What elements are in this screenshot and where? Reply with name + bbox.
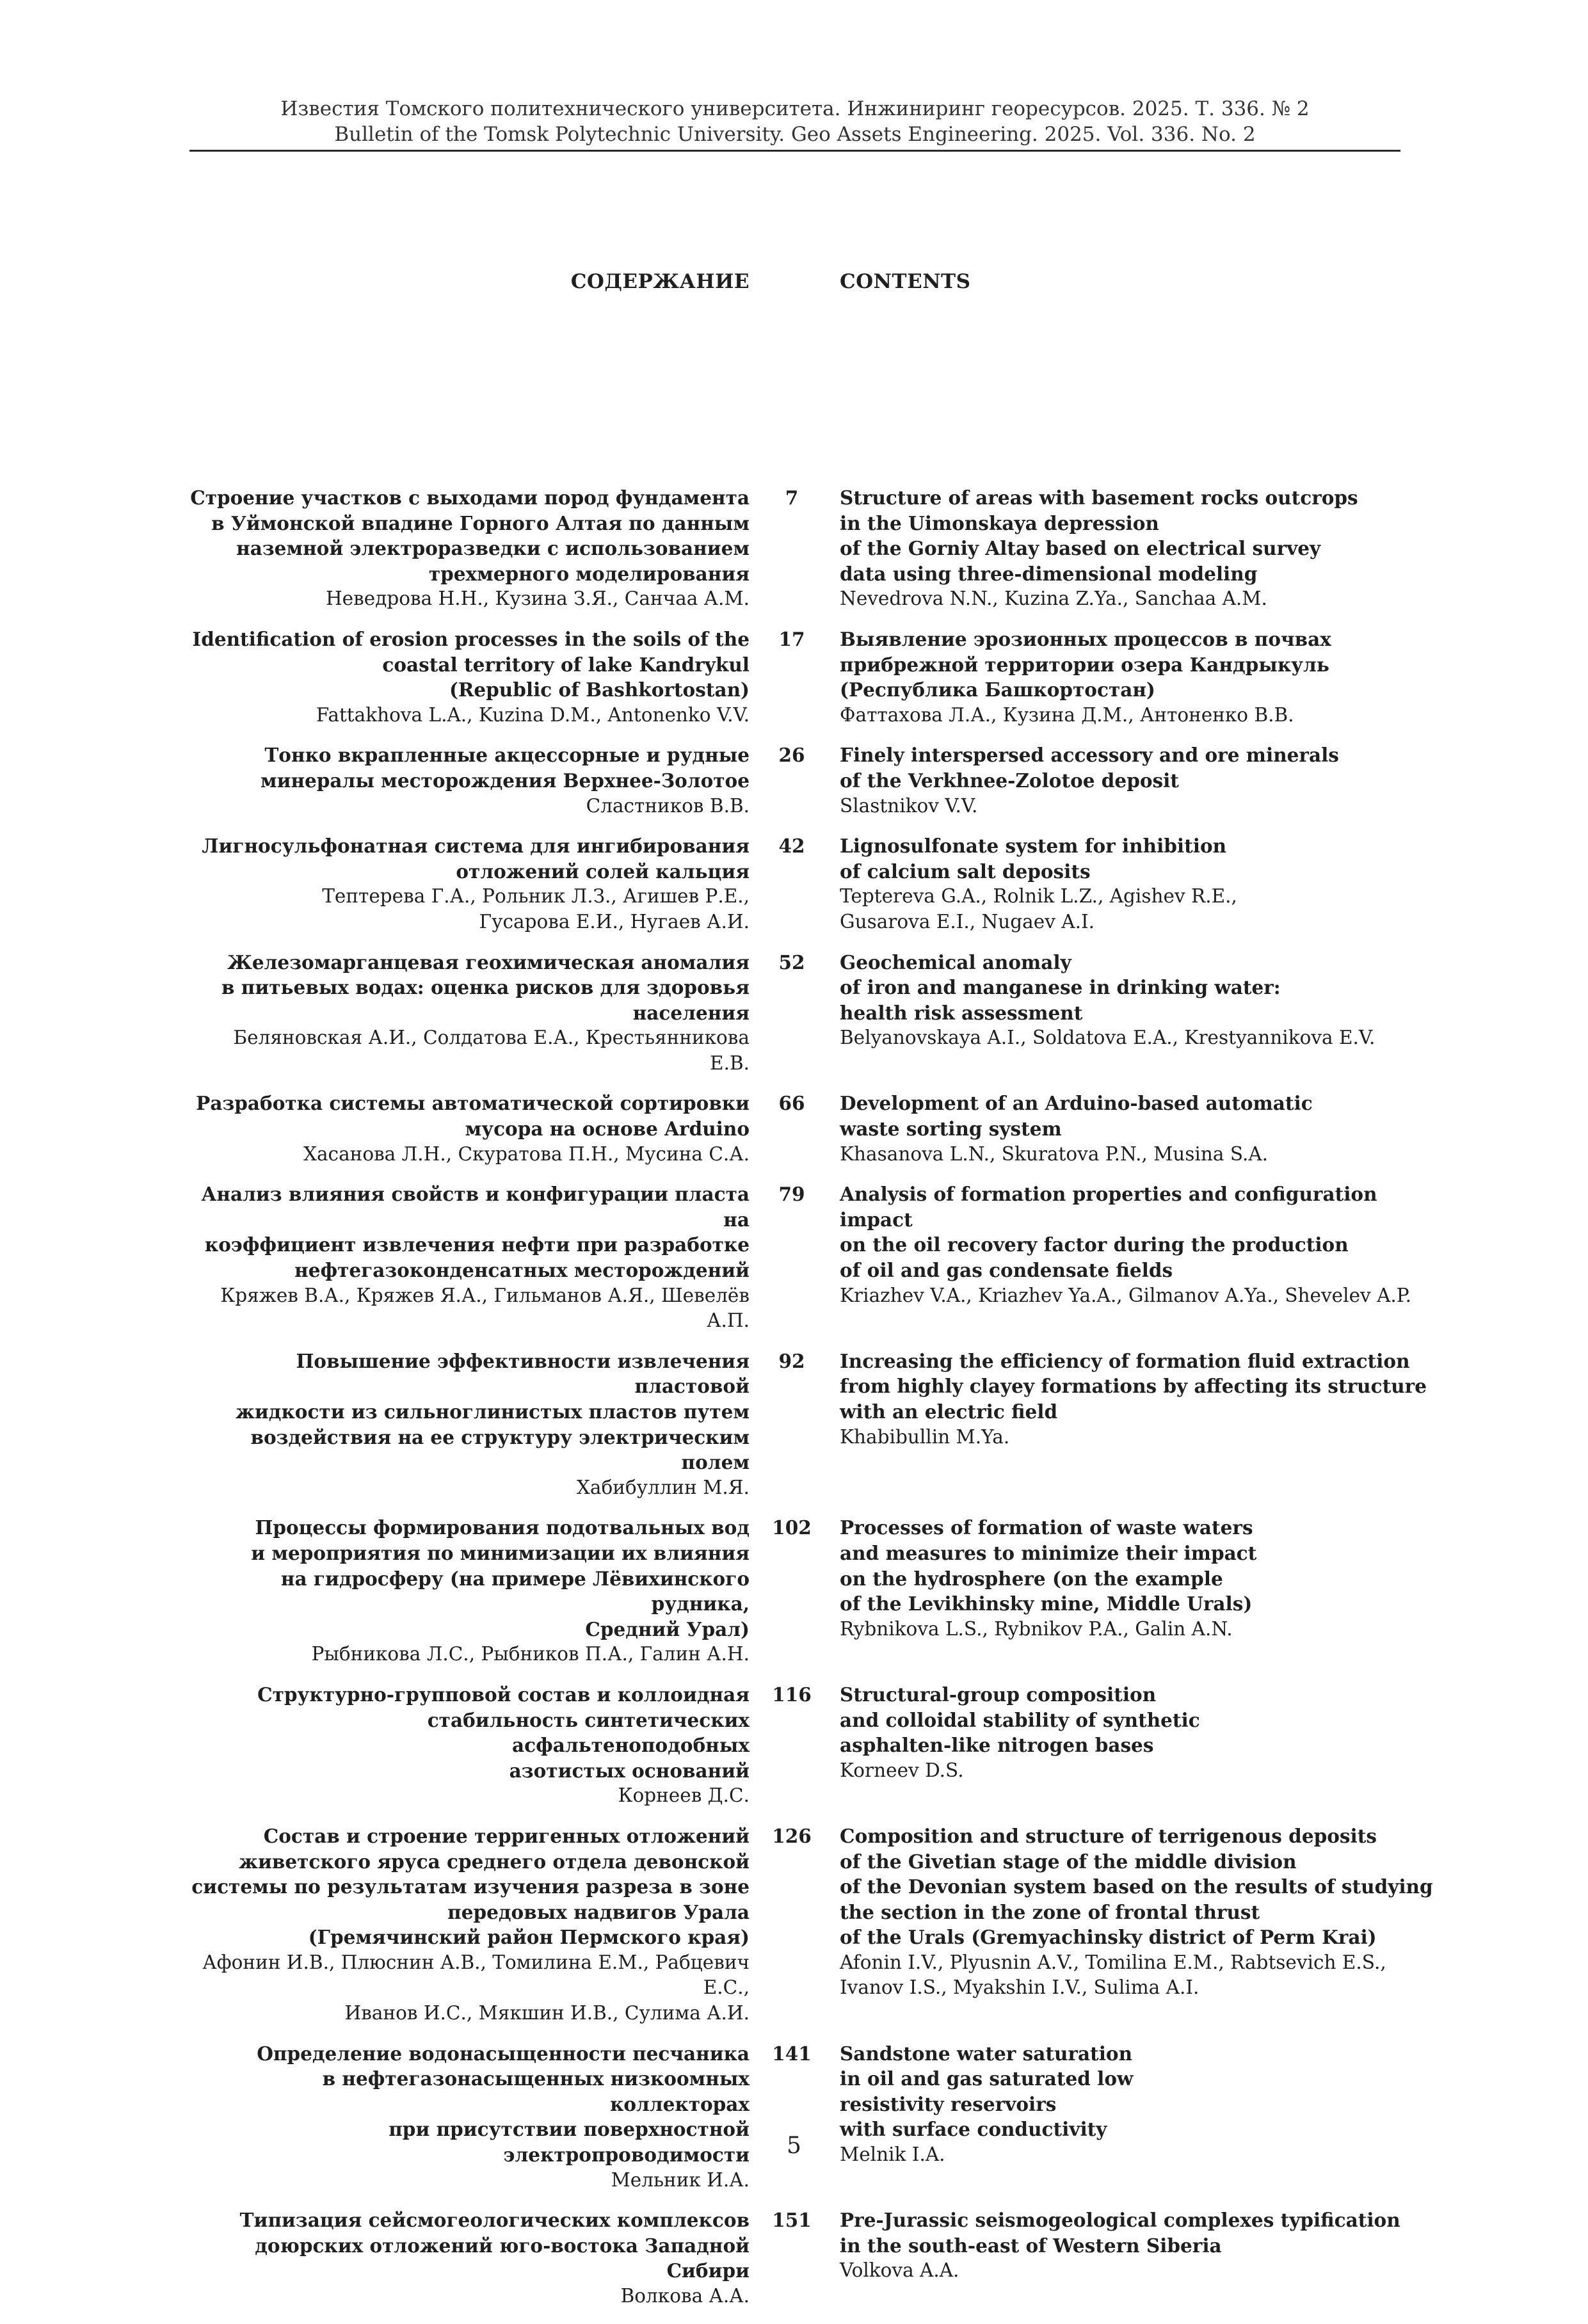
toc-entry xyxy=(0,1823,1588,2026)
toc-entry-right-title: Structural-group composition and colloidal stability of synthetic asphalten-like nitrogen bases xyxy=(840,1683,1200,1757)
toc-entry-right-column xyxy=(840,1823,1448,2001)
toc-entry-right-column xyxy=(840,742,1448,819)
toc-entry-left-title: Повышение эффективности извлечения пластовой жидкости из сильноглинистых пластов путем воздействия на ее структуру электрическим полем xyxy=(236,1349,750,1474)
toc-entry-right-authors: Belyanovskaya A.I., Soldatova E.A., Krestyannikova E.V. xyxy=(840,1027,1375,1049)
toc-entry-page: 26 xyxy=(778,744,805,767)
toc-entry-right-title: Development of an Arduino-based automatic waste sorting system xyxy=(840,1092,1313,1141)
toc-entry-right-column xyxy=(840,1091,1448,1167)
toc-entry-page: 17 xyxy=(778,627,805,650)
toc-entry-right-title: Выявление эрозионных процессов в почвах прибрежной территории озера Кандрыкуль (Республика Башкортостан) xyxy=(840,627,1331,701)
toc-entry-right-column xyxy=(840,1349,1448,1450)
toc-entry-page: 7 xyxy=(785,486,799,509)
toc-entry xyxy=(0,2041,1588,2193)
toc-entry-left-authors: Волкова А.А. xyxy=(620,2285,750,2307)
page-number: 5 xyxy=(787,2133,801,2159)
toc-entry xyxy=(0,1349,1588,1501)
toc-entry-left-title: Определение водонасыщенности песчаника в нефтегазонасыщенных низкоомных коллекторах при присутствии поверхностной электропроводимости xyxy=(257,2042,750,2167)
toc-entry-right-authors: Khasanova L.N., Skuratova P.N., Musina S.A. xyxy=(840,1142,1269,1165)
toc-entry-left-column xyxy=(189,1682,750,1809)
toc-entry-page: 52 xyxy=(778,950,805,974)
toc-entry xyxy=(0,742,1588,819)
toc-entry-left-authors: Рыбникова Л.С., Рыбников П.А., Галин А.Н. xyxy=(311,1643,750,1665)
toc-entry-right-authors: Khabibullin M.Ya. xyxy=(840,1425,1010,1448)
toc-entry-page: 92 xyxy=(778,1349,805,1372)
toc-entry-left-column xyxy=(189,1349,750,1501)
toc-entry-page: 141 xyxy=(772,2042,812,2065)
toc-entry-right-authors: Volkova A.A. xyxy=(840,2259,959,2282)
running-header xyxy=(189,96,1400,147)
toc-entry-left-title: Тонко вкрапленные акцессорные и рудные минералы месторождения Верхнее-Золотое xyxy=(260,744,750,792)
toc-entry-right-title: Increasing the efficiency of formation fluid extraction from highly clayey formations by affecting its structure with an electric field xyxy=(840,1349,1427,1423)
toc-entry-right-column xyxy=(840,627,1448,728)
toc-entry-left-authors: Мельник И.А. xyxy=(611,2168,750,2191)
toc-entry-right-authors: Фаттахова Л.А., Кузина Д.М., Антоненко В.В. xyxy=(840,703,1294,726)
toc-entry-left-authors: Сластников В.В. xyxy=(586,794,750,817)
toc-entry-left-column xyxy=(189,742,750,819)
toc-entry-left-title: Разработка системы автоматической сортировки мусора на основе Arduino xyxy=(196,1092,750,1141)
toc-entry-page: 116 xyxy=(772,1683,812,1706)
toc-entry-right-column xyxy=(840,2208,1448,2284)
toc-entry-page: 151 xyxy=(772,2209,812,2232)
toc-entry xyxy=(0,485,1588,612)
toc-entry-left-column xyxy=(189,1182,750,1334)
toc-entry-right-title: Analysis of formation properties and configuration impact on the oil recovery factor during the production of oil and gas condensate fields xyxy=(840,1183,1377,1282)
contents-heading-ru: СОДЕРЖАНИЕ xyxy=(570,270,750,293)
toc-entry-right-column xyxy=(840,833,1448,934)
toc-entry-right-column xyxy=(840,1682,1448,1783)
toc-entry-left-authors: Хабибуллин М.Я. xyxy=(576,1476,750,1498)
toc-entry xyxy=(0,1091,1588,1167)
contents-heading-en: CONTENTS xyxy=(840,270,971,293)
toc-entry-left-column xyxy=(189,1091,750,1167)
toc-entry-right-authors: Slastnikov V.V. xyxy=(840,794,978,817)
toc-entry-left-authors: Fattakhova L.A., Kuzina D.M., Antonenko V.V. xyxy=(316,703,750,726)
toc-entry-left-title: Процессы формирования подотвальных вод и мероприятия по минимизации их влияния на гидросферу (на примере Лёвихинского рудника, Средний Урал) xyxy=(251,1516,750,1640)
toc-entry-page: 102 xyxy=(772,1516,812,1539)
toc-entry-right-column xyxy=(840,950,1448,1051)
toc-entry-right-column xyxy=(840,485,1448,612)
header-line-ru: Известия Томского политехнического университета. Инжиниринг георесурсов. 2025. Т. 336. № 2 xyxy=(280,97,1310,120)
toc-entry-left-title: Структурно-групповой состав и коллоидная стабильность синтетических асфальтеноподобных азотистых оснований xyxy=(257,1683,750,1782)
toc-entry-right-title: Structure of areas with basement rocks outcrops in the Uimonskaya depression of the Gorniy Altay based on electrical survey data using three-dimensional modeling xyxy=(840,486,1358,585)
toc-entry-left-title: Состав и строение терригенных отложений живетского яруса среднего отдела девонской системы по результатам изучения разреза в зоне передовых надвигов Урала (Гремячинский район Пермского края) xyxy=(191,1824,750,1949)
toc-entry-right-title: Finely interspersed accessory and ore minerals of the Verkhnee-Zolotoe deposit xyxy=(840,744,1339,792)
toc-entry-left-title: Железомарганцевая геохимическая аномалия в питьевых водах: оценка рисков для здоровья населения xyxy=(221,950,750,1024)
toc-entry-right-title: Composition and structure of terrigenous deposits of the Givetian stage of the middle division of the Devonian system based on the results of studying the section in the zone of frontal thrust of the Urals (Gremyachinsky district of Perm Krai) xyxy=(840,1824,1433,1949)
toc-entry-right-title: Sandstone water saturation in oil and gas saturated low resistivity reservoirs with surface conductivity xyxy=(840,2042,1134,2141)
toc-entry-page: 79 xyxy=(778,1183,805,1206)
toc-entry-left-authors: Корнеев Д.С. xyxy=(618,1784,750,1807)
toc-entry-left-column xyxy=(189,1515,750,1667)
toc-entry-right-authors: Nevedrova N.N., Kuzina Z.Ya., Sanchaa A.M. xyxy=(840,588,1267,610)
toc-entry-page: 66 xyxy=(778,1092,805,1115)
toc-entry-left-authors: Хасанова Л.Н., Скуратова П.Н., Мусина С.А. xyxy=(303,1142,750,1165)
toc-entry-right-title: Lignosulfonate system for inhibition of calcium salt deposits xyxy=(840,835,1227,883)
header-line-en: Bulletin of the Tomsk Polytechnic University. Geo Assets Engineering. 2025. Vol. 336. No. 2 xyxy=(334,123,1256,146)
toc-entry-right-authors: Teptereva G.A., Rolnik L.Z., Agishev R.E., Gusarova E.I., Nugaev A.I. xyxy=(840,885,1237,933)
toc-entry-right-authors: Melnik I.A. xyxy=(840,2144,945,2166)
toc-entry-right-title: Pre-Jurassic seismogeological complexes typification in the south-east of Western Siberia xyxy=(840,2209,1400,2257)
toc-entry-left-column xyxy=(189,2208,750,2309)
toc-entry-right-authors: Korneev D.S. xyxy=(840,1759,964,1781)
table-of-contents xyxy=(0,485,1588,2324)
toc-entry-left-title: Анализ влияния свойств и конфигурации пласта на коэффициент извлечения нефти при разработке нефтегазоконденсатных месторождений xyxy=(201,1183,750,1282)
toc-entry xyxy=(0,1182,1588,1334)
toc-entry xyxy=(0,833,1588,934)
toc-entry-page: 126 xyxy=(772,1824,812,1847)
toc-entry-left-authors: Тептерева Г.А., Рольник Л.З., Агишев Р.Е., Гусарова Е.И., Нугаев А.И. xyxy=(322,885,750,933)
toc-entry-left-title: Identification of erosion processes in the soils of the coastal territory of lake Kandrykul (Republic of Bashkortostan) xyxy=(192,627,750,701)
toc-entry-left-title: Строение участков с выходами пород фундамента в Уймонской впадине Горного Алтая по данным наземной электроразведки с использованием трехмерного моделирования xyxy=(190,486,750,585)
header-rule xyxy=(189,150,1400,152)
toc-entry-left-column xyxy=(189,1823,750,2026)
toc-entry xyxy=(0,950,1588,1077)
toc-entry xyxy=(0,627,1588,728)
toc-entry xyxy=(0,2208,1588,2309)
toc-entry-left-title: Типизация сейсмогеологических комплексов доюрских отложений юго-востока Западной Сибири xyxy=(239,2209,750,2282)
toc-entry-left-authors: Беляновская А.И., Солдатова Е.А., Крестьянникова Е.В. xyxy=(233,1027,750,1074)
toc-entry-left-title: Лигносульфонатная система для ингибирования отложений солей кальция xyxy=(202,835,750,883)
toc-entry xyxy=(0,1515,1588,1667)
toc-entry-right-authors: Kriazhev V.A., Kriazhev Ya.A., Gilmanov A.Ya., Shevelev A.P. xyxy=(840,1284,1411,1306)
toc-entry-left-authors: Кряжев В.А., Кряжев Я.А., Гильманов А.Я., Шевелёв А.П. xyxy=(220,1284,750,1332)
toc-entry-right-title: Geochemical anomaly of iron and manganese in drinking water: health risk assessment xyxy=(840,950,1281,1024)
toc-entry-left-authors: Афонин И.В., Плюснин А.В., Томилина Е.М., Рабцевич Е.С., Иванов И.С., Мякшин И.В., Сулима А.И. xyxy=(202,1951,750,2024)
toc-entry-right-title: Processes of formation of waste waters and measures to minimize their impact on the hydrosphere (on the example of the Levikhinsky mine, Middle Urals) xyxy=(840,1516,1257,1615)
toc-entry-left-column xyxy=(189,2041,750,2193)
toc-entry-left-column xyxy=(189,485,750,612)
toc-entry-right-column xyxy=(840,1515,1448,1642)
toc-entry-left-column xyxy=(189,627,750,728)
toc-entry xyxy=(0,1682,1588,1809)
toc-entry-right-authors: Rybnikova L.S., Rybnikov P.A., Galin A.N. xyxy=(840,1617,1233,1640)
toc-entry-page: 42 xyxy=(778,835,805,858)
toc-entry-left-column xyxy=(189,950,750,1077)
toc-entry-left-authors: Неведрова Н.Н., Кузина З.Я., Санчаа А.М. xyxy=(325,588,750,610)
toc-entry-right-authors: Afonin I.V., Plyusnin A.V., Tomilina E.M., Rabtsevich E.S., Ivanov I.S., Myakshin I.V., Sulima A.I. xyxy=(840,1951,1386,1999)
toc-entry-left-column xyxy=(189,833,750,934)
toc-entry-right-column xyxy=(840,1182,1448,1308)
